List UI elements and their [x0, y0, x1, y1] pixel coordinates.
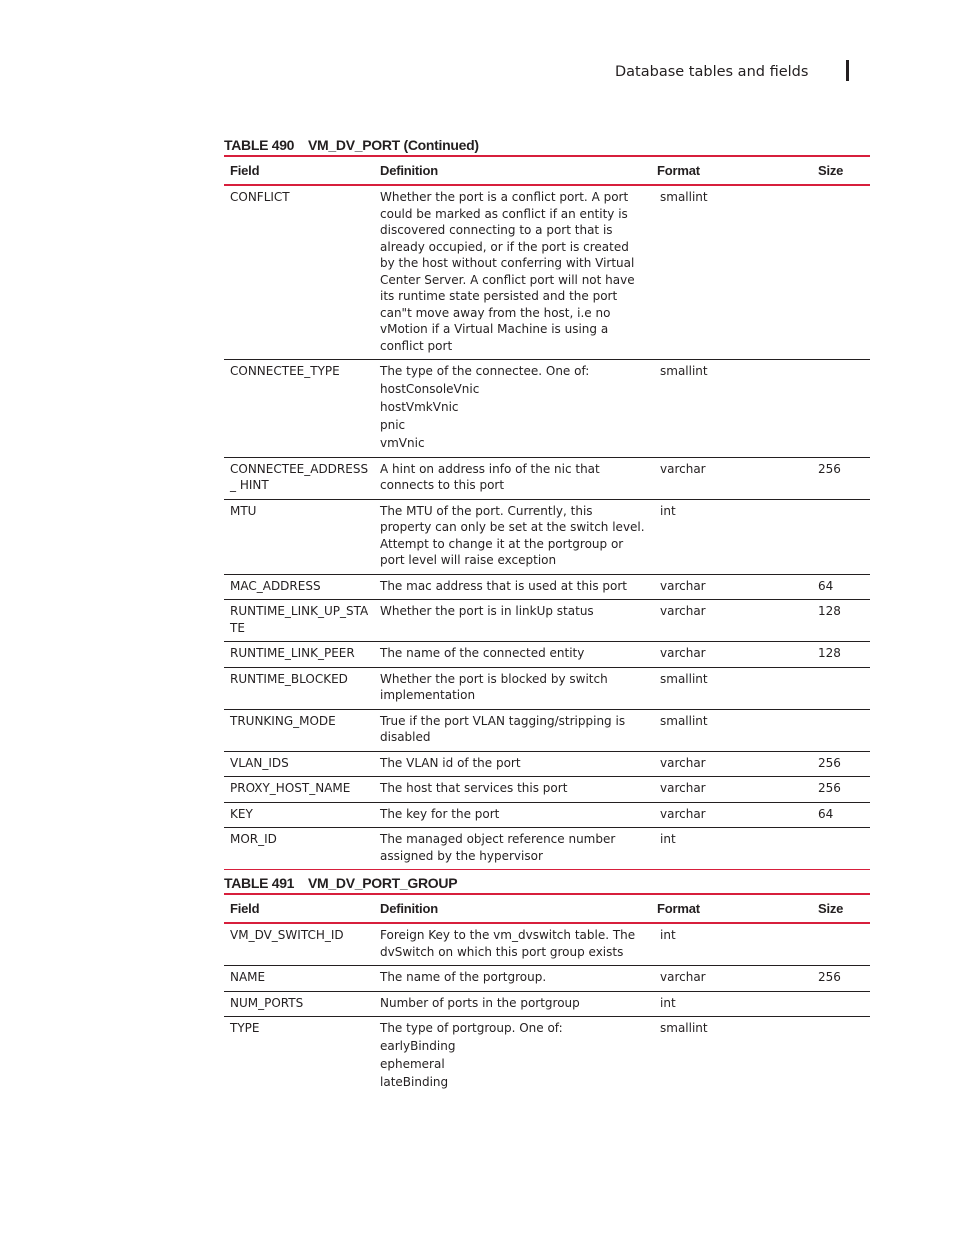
cell-size: 256: [812, 777, 870, 803]
column-header-definition: Definition: [374, 156, 651, 185]
table-row: [224, 574, 870, 600]
column-header-size: Size: [812, 156, 870, 185]
definition-text: The mac address that is used at this port: [380, 578, 627, 593]
definition-option: ephemeral: [380, 1057, 445, 1071]
cell-field: RUNTIME_LINK_PEER: [224, 642, 374, 668]
definition-text: The name of the portgroup.: [380, 970, 547, 984]
cell-definition: [374, 667, 651, 709]
cell-field: NUM_PORTS: [224, 991, 374, 1017]
definition-option: hostConsoleVnic: [380, 382, 480, 396]
cell-format: varchar: [651, 751, 812, 777]
cell-definition: [374, 802, 651, 828]
table-row: [224, 1017, 870, 1096]
cell-size: 256: [812, 966, 870, 992]
table-header-row: [224, 156, 870, 185]
cell-size: [812, 991, 870, 1017]
table-title: VM_DV_PORT_GROUP: [308, 875, 458, 891]
column-header-format: Format: [651, 894, 812, 923]
table-number: TABLE 491: [224, 875, 295, 891]
cell-definition: [374, 600, 651, 642]
cell-definition: [374, 1017, 651, 1096]
cell-size: [812, 828, 870, 870]
definition-option: vmVnic: [380, 436, 425, 450]
column-header-field: Field: [224, 156, 374, 185]
definition-text: Whether the port is a conflict port. A port could be marked as conflict if an entity is discovered connecting to a port that is already occupied, or if the port is created by the host without conferring with Virtual Center Server. A conflict port will not have its runtime state persisted and the port can"t move away from the host, i.e no vMotion if a Virtual Machine is using a conflict port: [380, 190, 635, 353]
table-header-row: [224, 894, 870, 923]
definition-option: lateBinding: [380, 1075, 449, 1089]
cell-field: PROXY_HOST_NAME: [224, 777, 374, 803]
running-header-title: Database tables and fields: [615, 64, 809, 80]
cell-definition: [374, 360, 651, 458]
definition-text: Number of ports in the portgroup: [380, 995, 580, 1010]
definition-text: True if the port VLAN tagging/stripping is disabled: [380, 713, 626, 744]
data-table: [224, 155, 870, 870]
cell-format: smallint: [651, 360, 812, 458]
definition-text: The managed object reference number assigned by the hypervisor: [380, 832, 616, 863]
cell-format: smallint: [651, 709, 812, 751]
cell-size: 256: [812, 751, 870, 777]
definition-text: The type of the connectee. One of:: [380, 364, 590, 378]
cell-format: int: [651, 991, 812, 1017]
definition-text: The type of portgroup. One of:: [380, 1021, 563, 1035]
cell-format: int: [651, 828, 812, 870]
column-header-definition: Definition: [374, 894, 651, 923]
cell-format: smallint: [651, 667, 812, 709]
cell-size: [812, 1017, 870, 1096]
table-row: [224, 802, 870, 828]
definition-text: Whether the port is blocked by switch implementation: [380, 671, 608, 702]
table-caption: [224, 873, 870, 893]
cell-size: [812, 360, 870, 458]
column-header-size: Size: [812, 894, 870, 923]
definition-text: The name of the connected entity: [380, 646, 585, 660]
cell-size: [812, 923, 870, 966]
cell-format: varchar: [651, 802, 812, 828]
cell-size: [812, 185, 870, 360]
header-marker-bar: [846, 60, 849, 81]
definition-option: pnic: [380, 418, 406, 432]
table-caption: [224, 135, 870, 155]
cell-field: KEY: [224, 802, 374, 828]
cell-definition: [374, 923, 651, 966]
table-row: [224, 777, 870, 803]
definition-option: hostVmkVnic: [380, 400, 459, 414]
cell-field: RUNTIME_BLOCKED: [224, 667, 374, 709]
cell-format: int: [651, 499, 812, 574]
cell-field: MTU: [224, 499, 374, 574]
cell-field: VLAN_IDS: [224, 751, 374, 777]
column-header-format: Format: [651, 156, 812, 185]
cell-definition: [374, 574, 651, 600]
definition-text: A hint on address info of the nic that connects to this port: [380, 461, 600, 492]
table-number: TABLE 490: [224, 137, 295, 153]
cell-definition: [374, 185, 651, 360]
cell-definition: [374, 828, 651, 870]
table-row: [224, 499, 870, 574]
table-row: [224, 642, 870, 668]
cell-field: CONNECTEE_TYPE: [224, 360, 374, 458]
cell-size: 256: [812, 457, 870, 499]
cell-format: varchar: [651, 642, 812, 668]
cell-definition: [374, 457, 651, 499]
cell-size: [812, 667, 870, 709]
cell-size: 64: [812, 802, 870, 828]
table-490-block: [224, 135, 870, 870]
data-table: [224, 893, 870, 1096]
cell-definition: [374, 751, 651, 777]
definition-text: The MTU of the port. Currently, this property can only be set at the switch level. Attempt to change it at the portgroup or port level will raise exception: [380, 503, 645, 567]
table-row: [224, 185, 870, 360]
cell-field: MOR_ID: [224, 828, 374, 870]
cell-format: varchar: [651, 457, 812, 499]
cell-field: RUNTIME_LINK_UP_STA TE: [224, 600, 374, 642]
table-row: [224, 709, 870, 751]
cell-format: smallint: [651, 185, 812, 360]
cell-field: CONNECTEE_ADDRESS_ HINT: [224, 457, 374, 499]
table-row: [224, 667, 870, 709]
cell-definition: [374, 991, 651, 1017]
cell-format: varchar: [651, 966, 812, 992]
table-row: [224, 966, 870, 992]
table-row: [224, 751, 870, 777]
table-row: [224, 828, 870, 870]
cell-field: VM_DV_SWITCH_ID: [224, 923, 374, 966]
cell-format: varchar: [651, 574, 812, 600]
cell-field: TYPE: [230, 1021, 260, 1035]
cell-format: int: [651, 923, 812, 966]
cell-field: MAC_ADDRESS: [224, 574, 374, 600]
table-row: [224, 991, 870, 1017]
cell-field: NAME: [224, 966, 374, 992]
cell-format: smallint: [660, 1021, 708, 1035]
definition-text: The key for the port: [380, 806, 500, 821]
cell-format: varchar: [651, 600, 812, 642]
cell-definition: [374, 777, 651, 803]
cell-field: CONFLICT: [224, 185, 374, 360]
cell-definition: [374, 966, 651, 992]
cell-definition: [374, 642, 651, 668]
cell-format: varchar: [651, 777, 812, 803]
table-491-block: [224, 873, 870, 1096]
definition-text: Whether the port is in linkUp status: [380, 604, 594, 618]
table-title: VM_DV_PORT (Continued): [308, 137, 479, 153]
column-header-field: Field: [224, 894, 374, 923]
definition-text: The VLAN id of the port: [380, 755, 521, 770]
cell-size: 128: [812, 600, 870, 642]
definition-text: Foreign Key to the vm_dvswitch table. The dvSwitch on which this port group exists: [380, 928, 636, 959]
cell-size: [812, 709, 870, 751]
cell-definition: [374, 709, 651, 751]
cell-size: 128: [812, 642, 870, 668]
cell-size: 64: [812, 574, 870, 600]
cell-size: [812, 499, 870, 574]
table-row: [224, 600, 870, 642]
table-row: [224, 360, 870, 458]
table-row: [224, 457, 870, 499]
cell-definition: [374, 499, 651, 574]
cell-field: TRUNKING_MODE: [224, 709, 374, 751]
definition-text: The host that services this port: [380, 781, 568, 795]
table-row: [224, 923, 870, 966]
definition-option: earlyBinding: [380, 1039, 456, 1053]
